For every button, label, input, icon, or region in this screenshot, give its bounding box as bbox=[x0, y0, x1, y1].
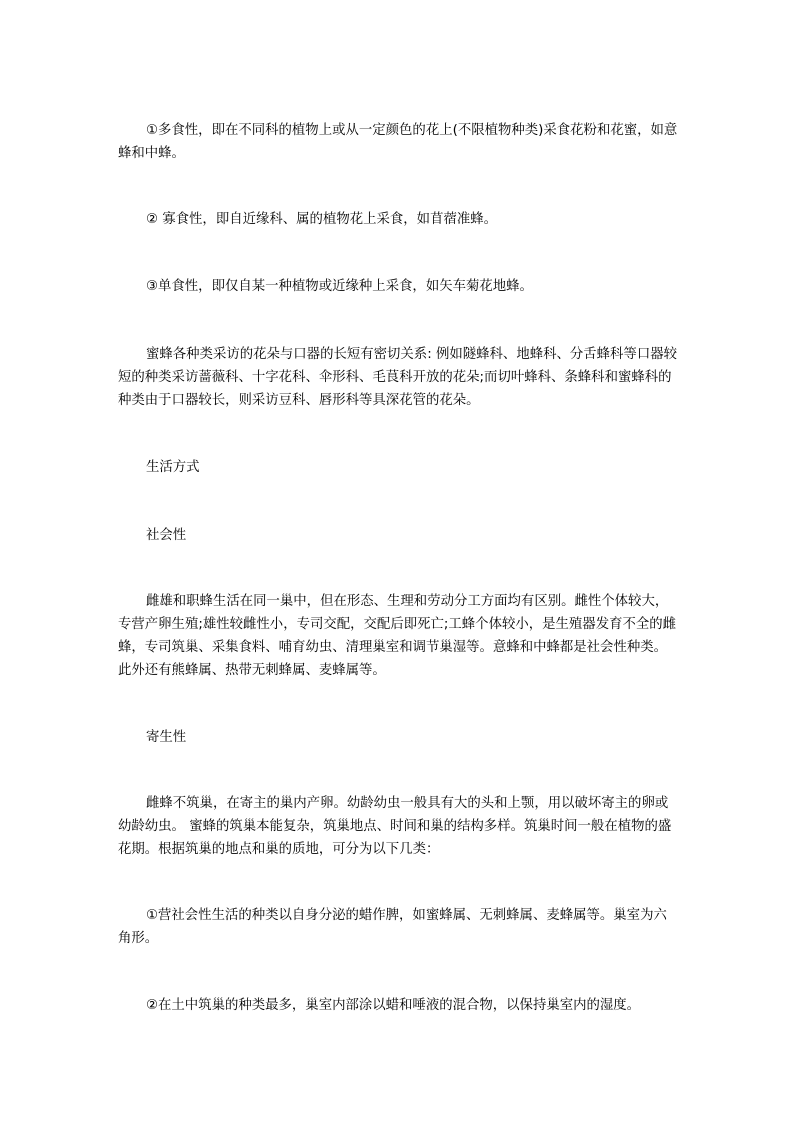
paragraph-polyphagy: ①多食性，即在不同科的植物上或从一定颜色的花上(不限植物种类)采食花粉和花蜜，如意蜂和中蜂。 bbox=[118, 123, 678, 161]
paragraph-oligophagy: ② 寡食性，即自近缘科、属的植物花上采食，如苜蓿准蜂。 bbox=[146, 212, 498, 227]
paragraph-parasitism-nesting: 雌蜂不筑巢，在寄主的巢内产卵。幼龄幼虫一般具有大的头和上颚，用以破坏寄主的卵或幼龄幼虫。 蜜蜂的筑巢本能复杂，筑巢地点、时间和巢的结构多样。筑巢时间一般在植物的盛花期。根据筑巢的地点和巢的质地，可分为以下几类： bbox=[118, 796, 672, 857]
paragraph-wax-comb: ①营社会性生活的种类以自身分泌的蜡作脾，如蜜蜂属、无刺蜂属、麦蜂属等。巢室为六角形。 bbox=[118, 908, 667, 946]
paragraph-social-life: 雌雄和职蜂生活在同一巢中，但在形态、生理和劳动分工方面均有区别。雌性个体较大，专营产卵生殖;雄性较雌性小，专司交配，交配后即死亡;工蜂个体较小，是生殖器发育不全的雌蜂，专司筑巢、采集食料、哺育幼虫、清理巢室和调节巢湿等。意蜂和中蜂都是社会性种类。此外还有熊蜂属、热带无刺蜂属、麦蜂属等。 bbox=[118, 594, 677, 678]
paragraph-mouthparts: 蜜蜂各种类采访的花朵与口器的长短有密切关系: 例如隧蜂科、地蜂科、分舌蜂科等口器较短的种类采访蔷薇科、十字花科、伞形科、毛茛科开放的花朵;而切叶蜂科、条蜂科和蜜蜂科的种类由于口器较长，则采访豆科、唇形科等具深花管的花朵。 bbox=[118, 347, 677, 408]
section-heading-lifestyle: 生活方式 bbox=[146, 460, 200, 475]
paragraph-monophagy: ③单食性，即仅自某一种植物或近缘种上采食，如矢车菊花地蜂。 bbox=[146, 279, 533, 294]
section-heading-sociality: 社会性 bbox=[146, 528, 187, 543]
paragraph-soil-nest: ②在土中筑巢的种类最多，巢室内部涂以蜡和唾液的混合物，以保持巢室内的湿度。 bbox=[146, 998, 641, 1013]
section-heading-parasitism: 寄生性 bbox=[146, 730, 187, 745]
